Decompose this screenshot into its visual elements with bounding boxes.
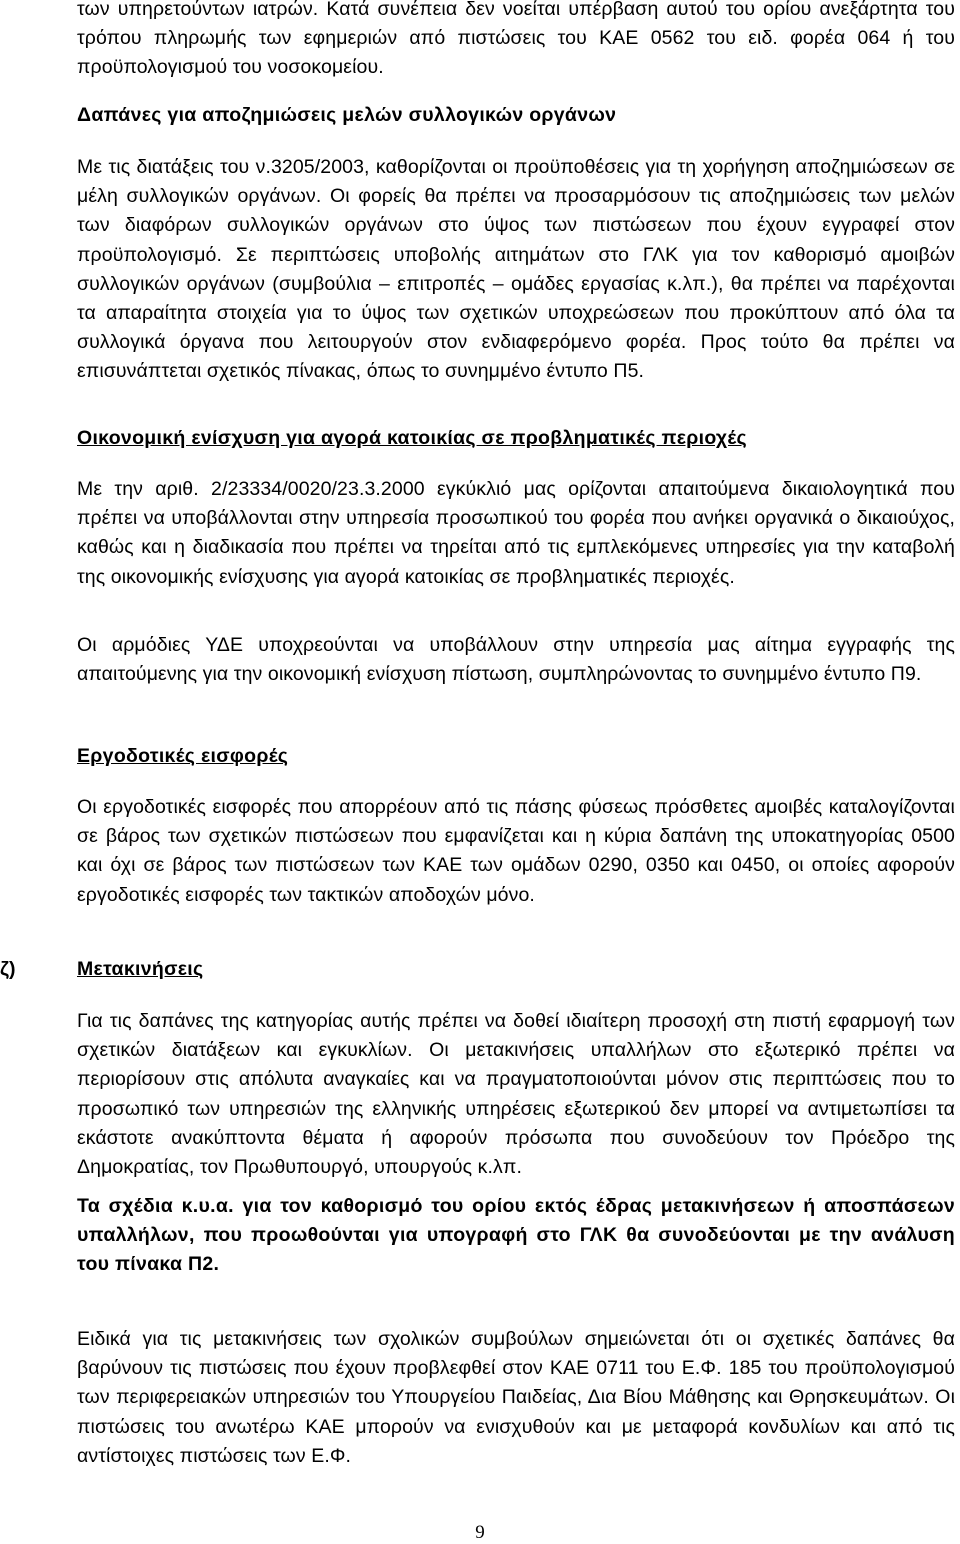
heading-housing: Οικονομική ενίσχυση για αγορά κατοικίας σε προβληματικές περιοχές	[77, 427, 747, 449]
paragraph-travel-bold: Τα σχέδια κ.υ.α. για τον καθορισμό του ορίου εκτός έδρας μετακινήσεων ή αποσπάσεων υπαλλήλων, που προωθούνται για υπογραφή στο ΓΛΚ θα συνοδεύονται με την ανάλυση του πίνακα Π2.	[77, 1195, 955, 1276]
heading-compensation: Δαπάνες για αποζημιώσεις μελών συλλογικών οργάνων	[77, 104, 617, 126]
paragraph-top: των υπηρετούντων ιατρών. Κατά συνέπεια δεν νοείται υπέρβαση αυτού του ορίου ανεξάρτητα του τρόπου πληρωμής των εφημεριών από πιστώσεις του ΚΑΕ 0562 του ειδ. φορέα 064 ή του προϋπολογισμού του νοσοκομείου.	[77, 0, 955, 79]
paragraph-housing-2: Οι αρμόδιες ΥΔΕ υποχρεούνται να υποβάλλουν στην υπηρεσία μας αίτημα εγγραφής της απαιτούμενης για την οικονομική ενίσχυση πίστωση, συμπληρώνοντας το συνημμένο έντυπο Π9.	[77, 634, 955, 686]
paragraph-travel-1: Για τις δαπάνες της κατηγορίας αυτής πρέπει να δοθεί ιδιαίτερη προσοχή στη πιστή εφαρμογή των σχετικών διατάξεων και εγκυκλίων. Οι μετακινήσεις υπαλλήλων στο εξωτερικό πρέπει να περιορίσουν στις απόλυτα αναγκαίες και να πραγματοποιούνται μόνον στις περιπτώσεις που το προσωπικό των υπηρεσιών της ελληνικής υπηρέσεις εξωτερικού δεν μπορεί να αντιμετωπίσει τα εκάστοτε ανακύπτοντα θέματα ή αφορούν πρόσωπα που συνοδεύουν τον Πρόεδρο της Δημοκρατίας, τον Πρωθυπουργό, υπουργούς κ.λπ.	[77, 1010, 955, 1179]
paragraph-travel-2: Ειδικά για τις μετακινήσεις των σχολικών συμβούλων σημειώνεται ότι οι σχετικές δαπάνες θα βαρύνουν τις πιστώσεις που έχουν προβλεφθεί στον ΚΑΕ 0711 του Ε.Φ. 185 του προϋπολογισμού των περιφερειακών υπηρεσιών του Υπουργείου Παιδείας, Δια Βίου Μάθησης και Θρησκευμάτων. Οι πιστώσεις του ανωτέρω ΚΑΕ μπορούν να ενισχυθούν και με μεταφορά κονδυλίων και από τις αντίστοιχες πιστώσεις των Ε.Φ.	[77, 1328, 955, 1467]
heading-travel: Μετακινήσεις	[77, 958, 204, 980]
paragraph-housing-1: Με την αριθ. 2/23334/0020/23.3.2000 εγκύκλιό μας ορίζονται απαιτούμενα δικαιολογητικά που πρέπει να υποβάλλονται στην υπηρεσία προσωπικού του φορέα που ανήκει οργανικά ο δικαιούχος, καθώς και η διαδικασία που πρέπει να τηρείται από τις εμπλεκόμενες υπηρεσίες για την καταβολή της οικονομικής ενίσχυσης για αγορά κατοικίας σε προβληματικές περιοχές.	[77, 478, 955, 588]
paragraph-compensation: Με τις διατάξεις του ν.3205/2003, καθορίζονται οι προϋποθέσεις για τη χορήγηση αποζημιώσεων σε μέλη συλλογικών οργάνων. Οι φορείς θα πρέπει να προσαρμόσουν τις αποζημιώσεις των μελών των διαφόρων συλλογικών οργάνων στο ύψος των πιστώσεων που έχουν εγγραφεί στον προϋπολογισμό. Σε περιπτώσεις υποβολής αιτημάτων στο ΓΛΚ για τον καθορισμό αμοιβών συλλογικών οργάνων (συμβούλια – επιτροπές – ομάδες εργασίας κ.λπ.), θα πρέπει να παρέχονται τα απαραίτητα στοιχεία για το ύψος των σχετικών υποχρεώσεων που προκύπτουν από όλα τα συλλογικά όργανα που λειτουργούν στον ενδιαφερόμενο φορέα. Προς τούτο θα πρέπει να επισυνάπτεται σχετικός πίνακας, όπως το συνημμένο έντυπο Π5.	[77, 156, 955, 383]
page-number: 9	[475, 1522, 485, 1543]
heading-contributions: Εργοδοτικές εισφορές	[77, 745, 289, 767]
section-marker: ζ)	[0, 958, 16, 980]
paragraph-contributions: Οι εργοδοτικές εισφορές που απορρέουν από τις πάσης φύσεως πρόσθετες αμοιβές καταλογίζονται σε βάρος των σχετικών πιστώσεων που εμφανίζεται και η κύρια δαπάνη της υποκατηγορίας 0500 και όχι σε βάρος των πιστώσεων των ΚΑΕ των ομάδων 0290, 0350 και 0450, οι οποίες αφορούν εργοδοτικές εισφορές των τακτικών αποδοχών μόνο.	[77, 796, 955, 906]
